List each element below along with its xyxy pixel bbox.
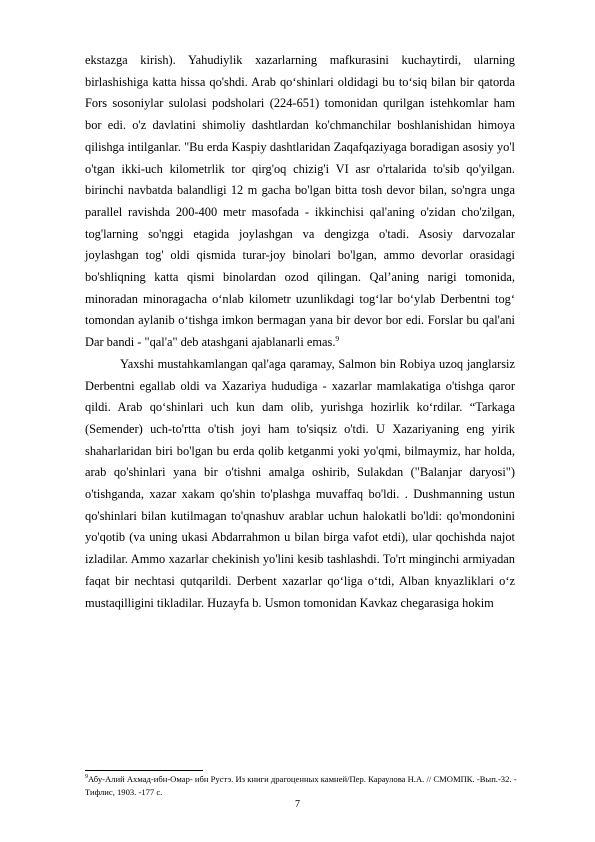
footnote-number: 9 [85,774,88,781]
footnote-text: Абу-Алий Ахмад-ибн-Омар- ибн Рустэ. Из книги драгоценных камней/Пер. Караулова Н.А. // СМОМПК. -Вып.-32. - Тифлис, 1903. -177 с. [85,774,517,797]
paragraph-1-text: ekstazga kirish). Yahudiylik xazarlarning mafkurasini kuchaytirdi, ularning birlashishiga katta hissa qo'shdi. Arab qo‘shinlari oldidagi bu to‘siq bilan bir qatorda Fors sosoniylar sulolasi podsholari (224-651) tomonidan qurilgan istehkomlar ham bor edi. o'z davlatini shimoliy dashtlardan ko'chmanchilar boshlanishidan himoya qilishga intilganlar. "Bu erda Kaspiy dashtlaridan Zaqafqaziyaga boradigan asosiy yo'l o'tgan ikki-uch kilometrlik tor qirg'oq chizig'i VI asr o'rtalarida to'sib qo'yilgan. birinchi navbatda balandligi 12 m gacha bo'lgan bitta tosh devor bilan, so'ngra unga parallel ravishda 200-400 metr masofada - ikkinchisi qal'aning o'zidan cho'zilgan, tog'larning so'nggi etagida joylashgan va dengizga o'tadi. Asosiy darvozalar joylashgan tog' oldi qismida turar-joy binolari bo'lgan, ammo devorlar orasidagi bo'shliqning katta qismi binolardan ozod qilingan. Qal’aning narigi tomonida, minoradan minoragacha o‘nlab kilometr uzunlikdagi tog‘lar bo‘ylab Derbentni tog‘ tomondan aylanib o‘tishga imkon bermagan yana bir devor bor edi. Forslar bu qal'ani Dar bandi - "qal'a" deb atashgani ajablanarli emas. [85,53,515,350]
paragraph-2 [85,354,515,614]
main-text [85,50,515,614]
page-number: 7 [295,799,300,810]
footnote-reference[interactable]: 9 [335,334,340,344]
paragraph-1 [85,50,515,354]
footnote [85,773,525,798]
footnote-divider [85,770,203,771]
paragraph-2-text: Yaxshi mustahkamlangan qal'aga qaramay, Salmon bin Robiya uzoq janglarsiz Derbentni egallab oldi va Xazariya hududiga - xazarlar mamlakatiga o'tishga qaror qildi. Arab qo‘shinlari uch kun dam olib, yurishga hozirlik ko‘rdilar. “Tarkaga (Semender) uch-to'rtta o'tish joyi ham to'siqsiz o'tdi. U Xazariyaning eng yirik shaharlaridan biri bo'lgan bu erda qolib ketganmi yoki yo'qmi, bilmaymiz, har holda, arab qo'shinlari yana bir o'tishni amalga oshirib, Sulakdan ("Balanjar daryosi") o'tishganda, xazar xakam qo'shin to'plashga muvaffaq bo'ldi. . Dushmanning ustun qo'shinlari bilan kutilmagan to'qnashuv arablar uchun halokatli bo'ldi: qo'mondonini yo'qotib (va uning ukasi Abdarrahmon u bilan birga vafot etdi), ular qochishda najot izladilar. Ammo xazarlar chekinish yo'lini kesib tashlashdi. To'rt minginchi armiyadan faqat bir nechtasi qutqarildi. Derbent xazarlar qo‘liga o‘tdi, Alban knyazliklari o‘z mustaqilligini tikladilar. Huzayfa b. Usmon tomonidan Kavkaz chegarasiga hokim [85,356,515,610]
